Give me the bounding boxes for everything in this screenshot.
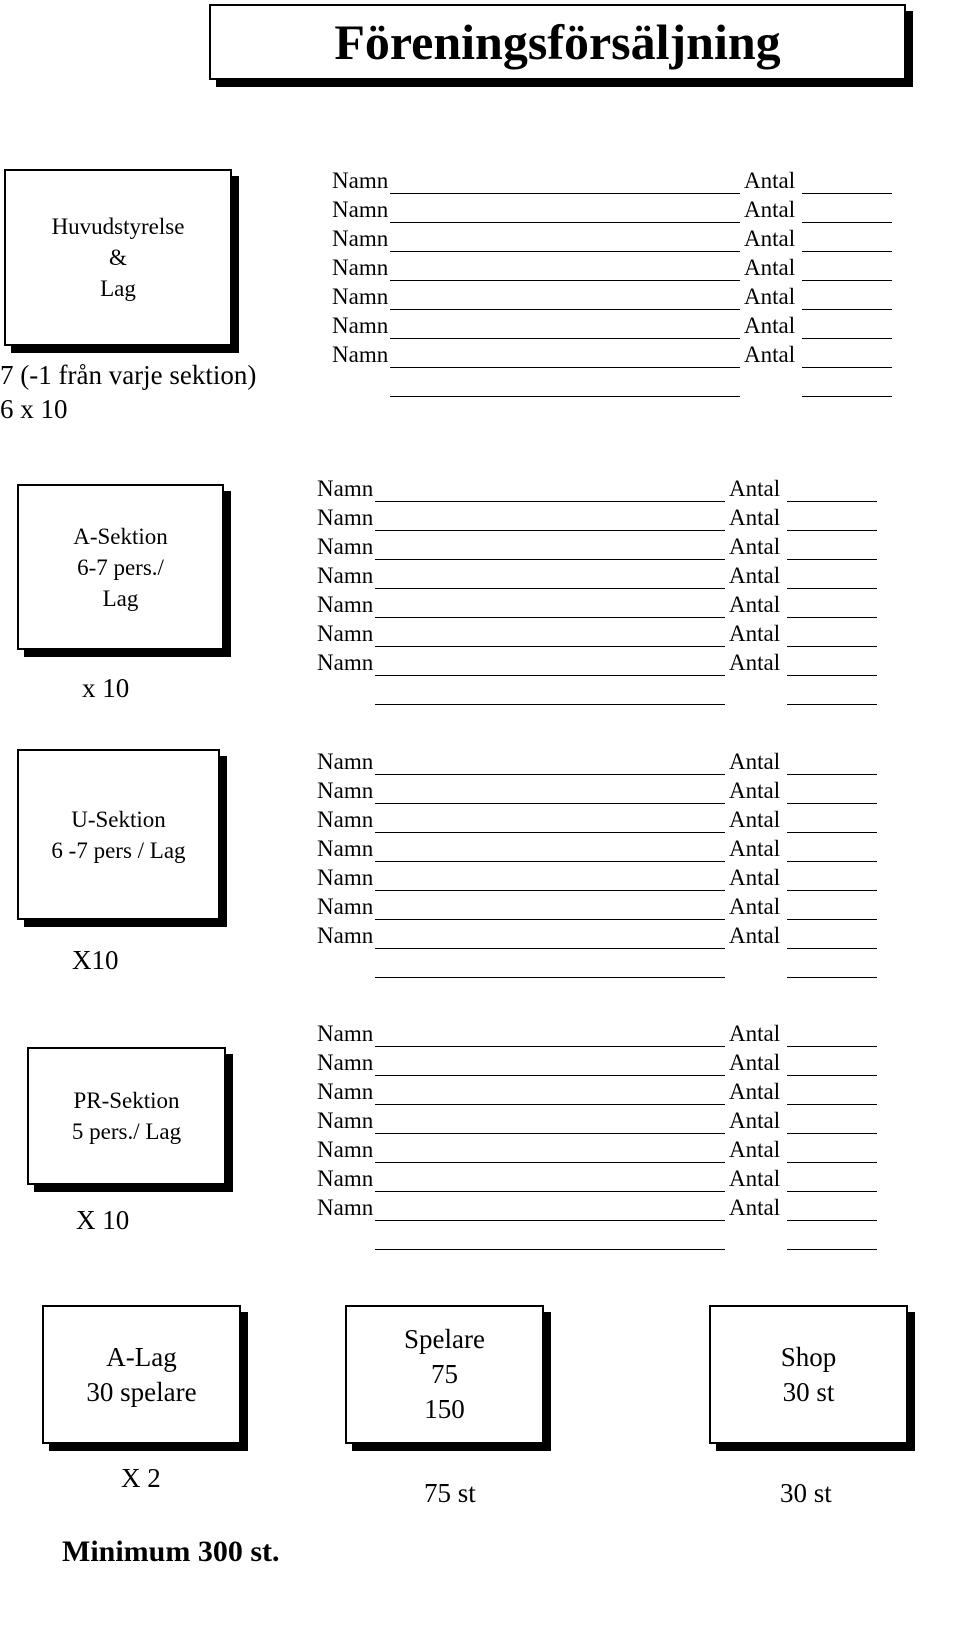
name-field-line[interactable] [375,861,725,862]
count-field-line[interactable] [802,193,892,194]
name-field-line[interactable] [375,1133,725,1134]
section-box-line: Lag [102,585,139,611]
name-label: Namn [317,1195,374,1220]
count-field-line[interactable] [787,1075,877,1076]
count-label: Antal [729,1079,781,1104]
name-label: Namn [332,168,389,193]
count-field-line[interactable] [787,803,877,804]
name-label: Namn [317,894,374,919]
name-field-line[interactable] [375,1046,725,1047]
count-label: Antal [729,1050,781,1075]
name-label: Namn [332,342,389,367]
count-label: Antal [729,650,781,675]
name-field-line[interactable] [375,832,725,833]
count-field-line[interactable] [787,530,877,531]
name-label: Namn [317,778,374,803]
bottom-note: 30 st [780,1478,832,1508]
name-field-line-blank[interactable] [375,1249,725,1250]
count-label: Antal [744,255,796,280]
name-label: Namn [332,284,389,309]
bottom-box-line: Shop [780,1341,837,1372]
name-label: Namn [332,313,389,338]
name-field-line[interactable] [375,1191,725,1192]
count-field-line[interactable] [802,222,892,223]
page-title-box [209,4,906,80]
section-box-line: & [109,245,127,270]
name-label: Namn [317,592,374,617]
footer-minimum: Minimum 300 st. [62,1535,280,1568]
count-label: Antal [729,1137,781,1162]
count-label: Antal [729,923,781,948]
count-label: Antal [744,197,796,222]
count-field-line[interactable] [787,890,877,891]
name-label: Namn [317,1021,374,1046]
section-box-line: PR-Sektion [73,1088,180,1113]
name-field-line[interactable] [375,501,725,502]
name-field-line[interactable] [375,803,725,804]
name-label: Namn [317,836,374,861]
count-label: Antal [729,592,781,617]
name-field-line[interactable] [375,948,725,949]
section-note: 7 (-1 från varje sektion) [0,360,257,390]
name-field-line[interactable] [375,1162,725,1163]
count-label: Antal [729,1195,781,1220]
count-label: Antal [729,807,781,832]
count-field-line[interactable] [787,1133,877,1134]
section-box-huvudstyrelse [4,169,232,346]
count-field-line[interactable] [787,774,877,775]
count-field-line[interactable] [787,919,877,920]
count-label: Antal [729,894,781,919]
name-label: Namn [317,1079,374,1104]
bottom-box-line: 30 st [782,1376,835,1407]
name-field-line[interactable] [375,919,725,920]
count-label: Antal [729,476,781,501]
count-label: Antal [729,1108,781,1133]
name-label: Namn [317,476,374,501]
name-field-line[interactable] [375,1075,725,1076]
count-field-line[interactable] [787,617,877,618]
section-box-line: 5 pers./ Lag [71,1119,182,1144]
name-field-line[interactable] [390,222,740,223]
name-label: Namn [317,563,374,588]
name-field-line[interactable] [375,617,725,618]
name-label: Namn [317,1137,374,1162]
name-label: Namn [317,1108,374,1133]
name-label: Namn [317,505,374,530]
count-field-line[interactable] [787,832,877,833]
section-box-pr-sektion [27,1047,226,1185]
bottom-box-shop [709,1305,908,1444]
bottom-box-line: 75 [431,1359,458,1389]
section-note: X10 [72,945,119,975]
count-label: Antal [729,865,781,890]
name-label: Namn [317,650,374,675]
name-label: Namn [317,923,374,948]
bottom-box-line: Spelare [404,1324,485,1354]
section-box-line: 6-7 pers./ [77,554,164,580]
section-box-a-sektion [17,484,224,650]
count-label: Antal [729,505,781,530]
name-label: Namn [317,749,374,774]
count-field-line[interactable] [787,1162,877,1163]
name-field-line[interactable] [390,338,740,339]
count-field-line[interactable] [787,1104,877,1105]
count-field-line-blank[interactable] [802,396,892,397]
count-field-line[interactable] [787,501,877,502]
count-field-line-blank[interactable] [787,704,877,705]
bottom-note: 75 st [424,1478,476,1508]
count-field-line[interactable] [787,588,877,589]
count-label: Antal [729,534,781,559]
name-field-line[interactable] [390,251,740,252]
section-box-line: Lag [100,276,136,301]
count-field-line[interactable] [802,280,892,281]
section-box-line: A-Sektion [73,523,168,549]
name-field-line[interactable] [375,530,725,531]
bottom-box-line: 30 spelare [86,1376,197,1407]
count-field-line-blank[interactable] [787,1249,877,1250]
name-field-line-blank[interactable] [390,396,740,397]
count-field-line[interactable] [802,309,892,310]
name-field-line[interactable] [390,309,740,310]
count-label: Antal [729,1166,781,1191]
count-label: Antal [729,778,781,803]
count-field-line[interactable] [787,646,877,647]
count-label: Antal [744,168,796,193]
name-label: Namn [317,807,374,832]
name-field-line[interactable] [375,675,725,676]
name-field-line-blank[interactable] [375,977,725,978]
count-field-line[interactable] [787,861,877,862]
name-field-line-blank[interactable] [375,704,725,705]
section-box-u-sektion [17,749,220,920]
count-label: Antal [729,1021,781,1046]
name-label: Namn [317,865,374,890]
name-field-line[interactable] [375,1104,725,1105]
count-field-line-blank[interactable] [787,977,877,978]
count-field-line[interactable] [787,559,877,560]
count-label: Antal [744,313,796,338]
count-label: Antal [744,226,796,251]
page-title: Föreningsförsäljning [334,14,781,70]
section-box-line: 6 -7 pers / Lag [51,837,186,863]
bottom-box-a-lag [42,1305,241,1444]
name-label: Namn [332,255,389,280]
bottom-box-line: 150 [424,1394,465,1424]
count-label: Antal [729,621,781,646]
name-field-line[interactable] [390,280,740,281]
bottom-box-spelare [345,1305,544,1444]
section-note: x 10 [82,673,130,703]
count-field-line[interactable] [802,338,892,339]
name-field-line[interactable] [375,646,725,647]
name-field-line[interactable] [375,1220,725,1221]
section-box-line: Huvudstyrelse [51,214,185,239]
name-field-line[interactable] [390,367,740,368]
name-field-line[interactable] [375,890,725,891]
name-label: Namn [317,534,374,559]
count-field-line[interactable] [787,1046,877,1047]
name-label: Namn [317,1166,374,1191]
section-note: 6 x 10 [0,394,68,424]
name-label: Namn [317,1050,374,1075]
bottom-box-line: A-Lag [106,1341,177,1372]
count-label: Antal [744,342,796,367]
count-field-line[interactable] [802,367,892,368]
count-label: Antal [729,563,781,588]
count-field-line[interactable] [787,1191,877,1192]
name-label: Namn [332,197,389,222]
section-note: X 10 [76,1205,130,1235]
count-field-line[interactable] [787,675,877,676]
name-field-line[interactable] [375,588,725,589]
count-label: Antal [744,284,796,309]
name-field-line[interactable] [390,193,740,194]
count-field-line[interactable] [787,948,877,949]
name-field-line[interactable] [375,774,725,775]
bottom-note: X 2 [121,1463,161,1493]
name-label: Namn [317,621,374,646]
count-field-line[interactable] [787,1220,877,1221]
name-field-line[interactable] [375,559,725,560]
section-box-line: U-Sektion [71,806,166,832]
count-label: Antal [729,836,781,861]
name-label: Namn [332,226,389,251]
count-field-line[interactable] [802,251,892,252]
count-label: Antal [729,749,781,774]
